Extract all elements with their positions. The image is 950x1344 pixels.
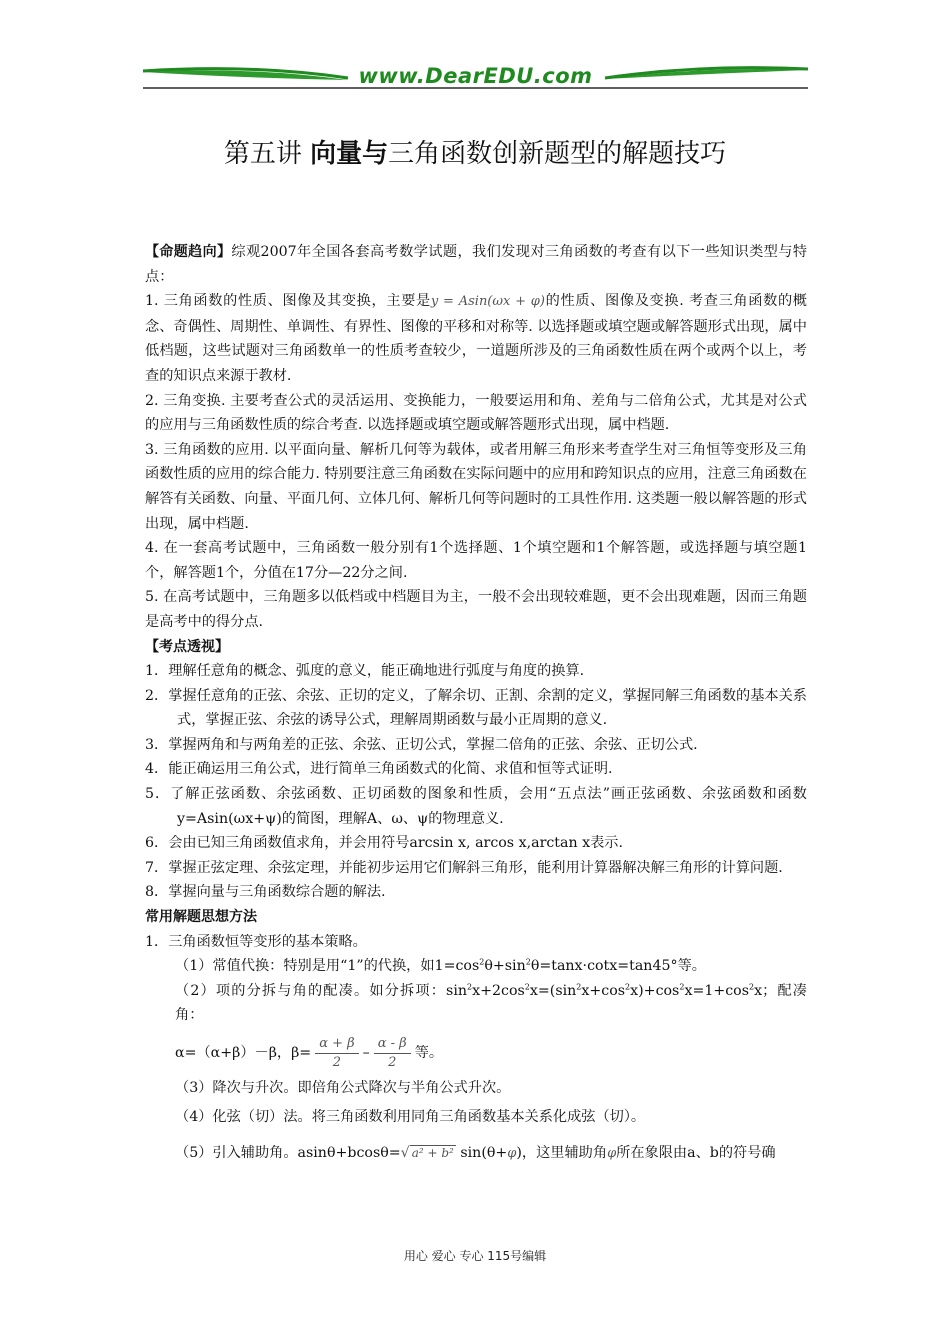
methods-item-1: 1．三角函数恒等变形的基本策略。 bbox=[145, 933, 367, 950]
sqrt-a2-b2: a² + b² bbox=[411, 1146, 454, 1161]
method-power-reduction: （3）降次与升次。即倍角公式降次与半角公式升次。 bbox=[175, 1080, 511, 1096]
title-lecture: 第五讲 bbox=[223, 139, 302, 169]
site-logo: www.DearEDU.com bbox=[358, 64, 593, 88]
formula-suffix: 等。 bbox=[414, 1044, 444, 1061]
kaodian-item: 4．能正确运用三角公式，进行简单三角函数式的化简、求值和恒等式证明. bbox=[145, 761, 613, 778]
kaodian-item: 2．掌握任意角的正弦、余弦、正切的定义，了解余切、正割、余割的定义，掌握同解三角函数的基本关系式，掌握正弦、余弦的诱导公式，理解周期函数与最小正周期的意义. bbox=[145, 687, 807, 729]
point-1-text-b: 的性质、图像及变换. 考查三角函数的概念、奇偶性、周期性、单调性、有界性、图像的平移和对称等. 以选择题或填空题或解答题形式出现，属中低档题，这些试题对三角函数单一的性质考查较少，一道题所涉及的三角函数性质在两个或两个以上，考查的知识点来源于教材. bbox=[145, 293, 807, 384]
kaodian-item: 8．掌握向量与三角函数综合题的解法. bbox=[145, 884, 386, 901]
kaodian-item: 1．理解任意角的概念、弧度的意义，能正确地进行弧度与角度的换算. bbox=[145, 663, 585, 680]
kaodian-item: 7．掌握正弦定理、余弦定理，并能初步运用它们解斜三角形，能利用计算器解决解三角形的计算问题. bbox=[145, 859, 783, 876]
formula-prefix: α=（α+β）－β，β= bbox=[175, 1044, 312, 1061]
intro-paragraph bbox=[145, 240, 807, 289]
kaodian-heading: 【考点透视】 bbox=[145, 638, 229, 655]
kaodian-item: 3．掌握两角和与两角差的正弦、余弦、正切公式，掌握二倍角的正弦、余弦、正切公式. bbox=[145, 736, 698, 753]
intro-label: 【命题趋向】 bbox=[145, 244, 232, 260]
formula-asin: y = Asin(ωx + φ) bbox=[430, 294, 545, 310]
page-title bbox=[0, 133, 950, 170]
method-split-and-combine: （2）项的分拆与角的配凑。如分拆项：$\sin^2x+2\cos^2x=(\sin^2x+\cos^2x)+\cos^2x=1+\cos^2x$；配凑角： bbox=[175, 982, 807, 1024]
methods-heading: 常用解题思想方法 bbox=[145, 909, 257, 926]
point-1 bbox=[145, 289, 807, 388]
point-5: 5. 在高考试题中，三角题多以低档或中档题目为主，一般不会出现较难题，更不会出现难题，因而三角题是高考中的得分点. bbox=[145, 589, 807, 630]
title-bold: 向量与 bbox=[310, 139, 389, 169]
angle-combination-formula: α=（α+β）－β，β= $\frac{\alpha + \beta}{2}$ – $\frac{\alpha - \beta}{2}$ 等。 bbox=[175, 1035, 444, 1070]
fraction-alpha-plus-beta: $\frac{\alpha + \beta}{2}$ bbox=[315, 1035, 358, 1072]
kaodian-item: 5．了解正弦函数、余弦函数、正切函数的图象和性质，会用“五点法”画正弦函数、余弦函数和函数y=Asin(ωx+ψ)的简图，理解A、ω、ψ的物理意义. bbox=[145, 786, 807, 827]
title-rest: 三角函数创新题型的解题技巧 bbox=[388, 139, 727, 169]
point-4: 4. 在一套高考试题中，三角函数一般分别有1个选择题、1个填空题和1个解答题，或选择题与填空题1个，解答题1个，分值在17分—22分之间. bbox=[145, 540, 807, 581]
page-header bbox=[143, 62, 808, 92]
method-constant-substitution: （1）常值代换：特别是用“1”的代换，如$1=\cos^2\theta+\sin^2\theta=\tan x\cdot\cot x=\tan 45^\circ$等。 bbox=[175, 957, 706, 975]
intro-text: 综观2007年全国各套高考数学试题，我们发现对三角函数的考查有以下一些知识类型与特点： bbox=[145, 244, 808, 285]
method-to-sine-cosine: （4）化弦（切）法。将三角函数利用同角三角函数基本关系化成弦（切）。 bbox=[175, 1108, 646, 1125]
page-footer: 用心 爱心 专心 115号编辑 bbox=[403, 1249, 547, 1263]
point-3: 3. 三角函数的应用. 以平面向量、解析几何等为载体，或者用解三角形来考查学生对三角恒等变形及三角函数性质的应用的综合能力. 特别要注意三角函数在实际问题中的应用和跨知识点的应用，注意三角函数在解答有关函数、向量、平面几何、立体几何、解析几何等问题时的工具性作用. 这类题一般以解答题的形式出现，属中档题. bbox=[145, 441, 807, 532]
method-auxiliary-angle: （5）引入辅助角。asinθ+bcosθ=√ a² + b² sin(θ+φ)，这里辅助角φ所在象限由a、b的符号确 bbox=[175, 1145, 776, 1162]
point-2: 2. 三角变换. 主要考查公式的灵活运用、变换能力，一般要运用和角、差角与二倍角公式，尤其是对公式的应用与三角函数性质的综合考查. 以选择题或填空题或解答题形式出现，属中档题. bbox=[145, 392, 807, 434]
document-body bbox=[145, 240, 807, 1167]
point-1-text-a: 1. 三角函数的性质、图像及其变换，主要是 bbox=[145, 293, 431, 310]
fraction-alpha-minus-beta: $\frac{\alpha - \beta}{2}$ bbox=[374, 1035, 411, 1072]
kaodian-item: 6．会由已知三角函数值求角，并会用符号arcsin x, arcos x,arctan x表示. bbox=[145, 835, 623, 852]
